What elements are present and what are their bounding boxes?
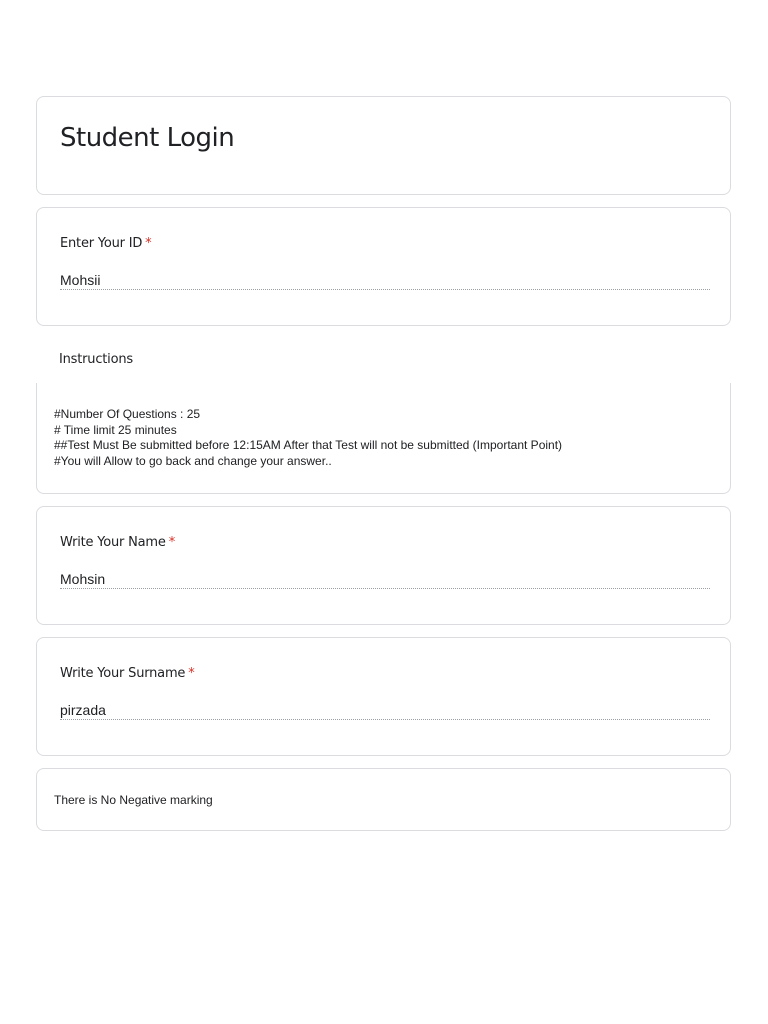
instructions-text xyxy=(54,407,562,469)
question-label-text: Enter Your ID xyxy=(60,236,143,251)
question-card-name xyxy=(36,506,731,625)
required-asterisk: * xyxy=(168,535,176,550)
form-title: Student Login xyxy=(60,123,235,153)
question-label-text: Write Your Surname xyxy=(60,666,186,681)
note-card xyxy=(36,768,731,831)
form-title-card xyxy=(36,96,731,195)
note-text: There is No Negative marking xyxy=(54,793,213,807)
instructions-card xyxy=(36,383,731,494)
instruction-line: ##Test Must Be submitted before 12:15AM After that Test will not be submitted (Important Point) xyxy=(54,438,563,452)
instruction-line: #Number Of Questions : 25 xyxy=(54,407,201,421)
instruction-line: # Time limit 25 minutes xyxy=(54,422,177,437)
required-asterisk: * xyxy=(145,236,152,251)
section-heading-instructions: Instructions xyxy=(59,352,133,367)
question-label-text: Write Your Name xyxy=(60,535,166,550)
question-label-surname xyxy=(60,666,195,681)
name-input[interactable] xyxy=(60,565,710,589)
required-asterisk: * xyxy=(188,666,195,681)
question-card-surname xyxy=(36,637,731,756)
question-label-name xyxy=(60,535,175,550)
instruction-line: #You will Allow to go back and change your answer.. xyxy=(54,453,332,468)
surname-input[interactable] xyxy=(60,696,710,720)
question-label-id xyxy=(60,236,151,251)
id-input[interactable] xyxy=(60,266,710,290)
question-card-id xyxy=(36,207,731,326)
